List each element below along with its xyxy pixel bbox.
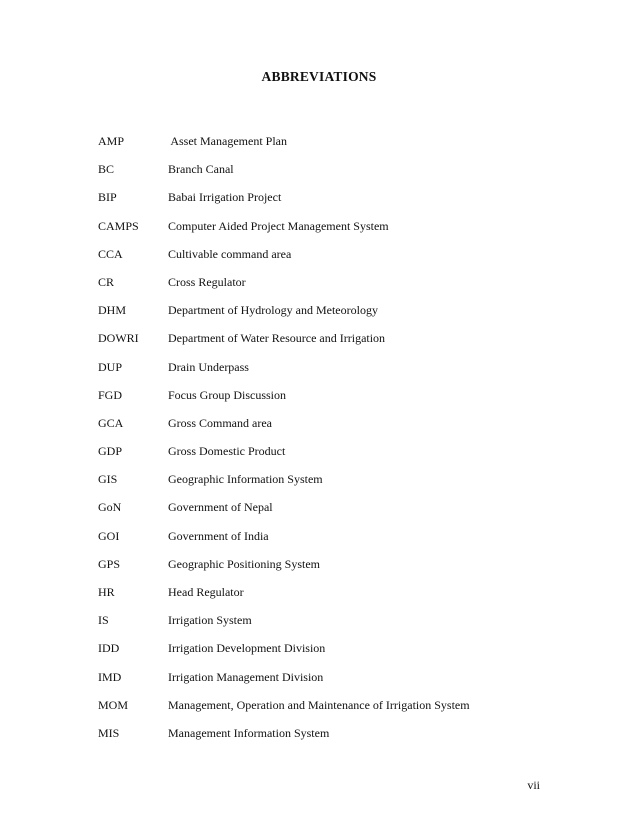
- abbreviation-row: [98, 697, 558, 725]
- abbreviation-term: GIS: [98, 472, 118, 487]
- abbreviation-definition: Babai Irrigation Project: [168, 190, 282, 205]
- abbreviation-term: CR: [98, 274, 115, 289]
- abbreviation-row: [98, 443, 558, 471]
- abbreviation-definition: Branch Canal: [168, 162, 234, 177]
- abbreviation-row: [98, 189, 558, 217]
- abbreviation-term: DOWRI: [98, 331, 139, 346]
- abbreviation-definition: Government of Nepal: [168, 500, 273, 515]
- abbreviation-term: MIS: [98, 725, 120, 740]
- abbreviation-row: [98, 133, 558, 161]
- abbreviation-term: GOI: [98, 528, 120, 543]
- abbreviation-term: IDD: [98, 641, 120, 656]
- abbreviation-definition: Irrigation Management Division: [168, 669, 324, 684]
- abbreviation-definition: Gross Command area: [168, 415, 272, 430]
- abbreviation-definition: Irrigation Development Division: [168, 641, 326, 656]
- abbreviation-definition: Computer Aided Project Management System: [168, 218, 389, 233]
- abbreviation-definition: Gross Domestic Product: [168, 444, 286, 459]
- abbreviation-row: [98, 528, 558, 556]
- abbreviation-definition: Geographic Information System: [168, 472, 323, 487]
- abbreviation-term: FGD: [98, 387, 123, 402]
- abbreviation-term: GPS: [98, 556, 121, 571]
- abbreviation-definition: Cultivable command area: [168, 246, 292, 261]
- abbreviation-term: BIP: [98, 190, 117, 205]
- abbreviation-term: GoN: [98, 500, 122, 515]
- abbreviation-row: [98, 246, 558, 274]
- abbreviation-term: GCA: [98, 415, 124, 430]
- abbreviation-definition: Focus Group Discussion: [168, 387, 287, 402]
- abbreviation-definition: Department of Water Resource and Irrigation: [168, 331, 386, 346]
- abbreviation-row: [98, 499, 558, 527]
- abbreviation-row: [98, 359, 558, 387]
- abbreviation-row: [98, 725, 558, 753]
- abbreviation-definition: Cross Regulator: [168, 274, 246, 289]
- abbreviation-definition: Asset Management Plan: [168, 134, 287, 148]
- abbreviation-definition: Department of Hydrology and Meteorology: [168, 303, 378, 318]
- abbreviation-row: [98, 161, 558, 189]
- abbreviation-term: IS: [98, 613, 109, 628]
- abbreviation-definition: Drain Underpass: [168, 359, 249, 374]
- abbreviation-row: [98, 415, 558, 443]
- abbreviation-definition: Government of India: [168, 528, 269, 543]
- abbreviation-term: GDP: [98, 444, 123, 459]
- page-title: ABBREVIATIONS: [261, 69, 377, 84]
- abbreviation-row: [98, 471, 558, 499]
- abbreviation-term: MOM: [98, 697, 129, 712]
- abbreviation-definition: Irrigation System: [168, 613, 252, 628]
- abbreviation-row: [98, 302, 558, 330]
- abbreviation-term: CAMPS: [98, 218, 139, 233]
- abbreviation-term: HR: [98, 585, 115, 599]
- abbreviation-row: [98, 556, 558, 584]
- abbreviation-definition: Management, Operation and Maintenance of Irrigation System: [168, 697, 470, 712]
- abbreviation-term: BC: [98, 162, 115, 177]
- abbreviation-term: DUP: [98, 359, 123, 374]
- abbreviation-list: [98, 133, 558, 753]
- abbreviation-definition: Head Regulator: [168, 585, 244, 599]
- abbreviation-term: CCA: [98, 246, 123, 261]
- abbreviation-term: DHM: [98, 303, 127, 318]
- abbreviation-row: [98, 612, 558, 640]
- abbreviation-row: [98, 387, 558, 415]
- page-number: vii: [527, 778, 540, 792]
- abbreviation-definition: Management Information System: [168, 725, 330, 740]
- abbreviation-row: [98, 584, 558, 612]
- abbreviation-term: IMD: [98, 669, 122, 684]
- abbreviation-row: [98, 274, 558, 302]
- abbreviation-term: AMP: [98, 134, 125, 148]
- abbreviation-row: [98, 330, 558, 358]
- abbreviation-row: [98, 669, 558, 697]
- abbreviation-definition: Geographic Positioning System: [168, 556, 320, 571]
- abbreviation-row: [98, 640, 558, 668]
- abbreviation-row: [98, 218, 558, 246]
